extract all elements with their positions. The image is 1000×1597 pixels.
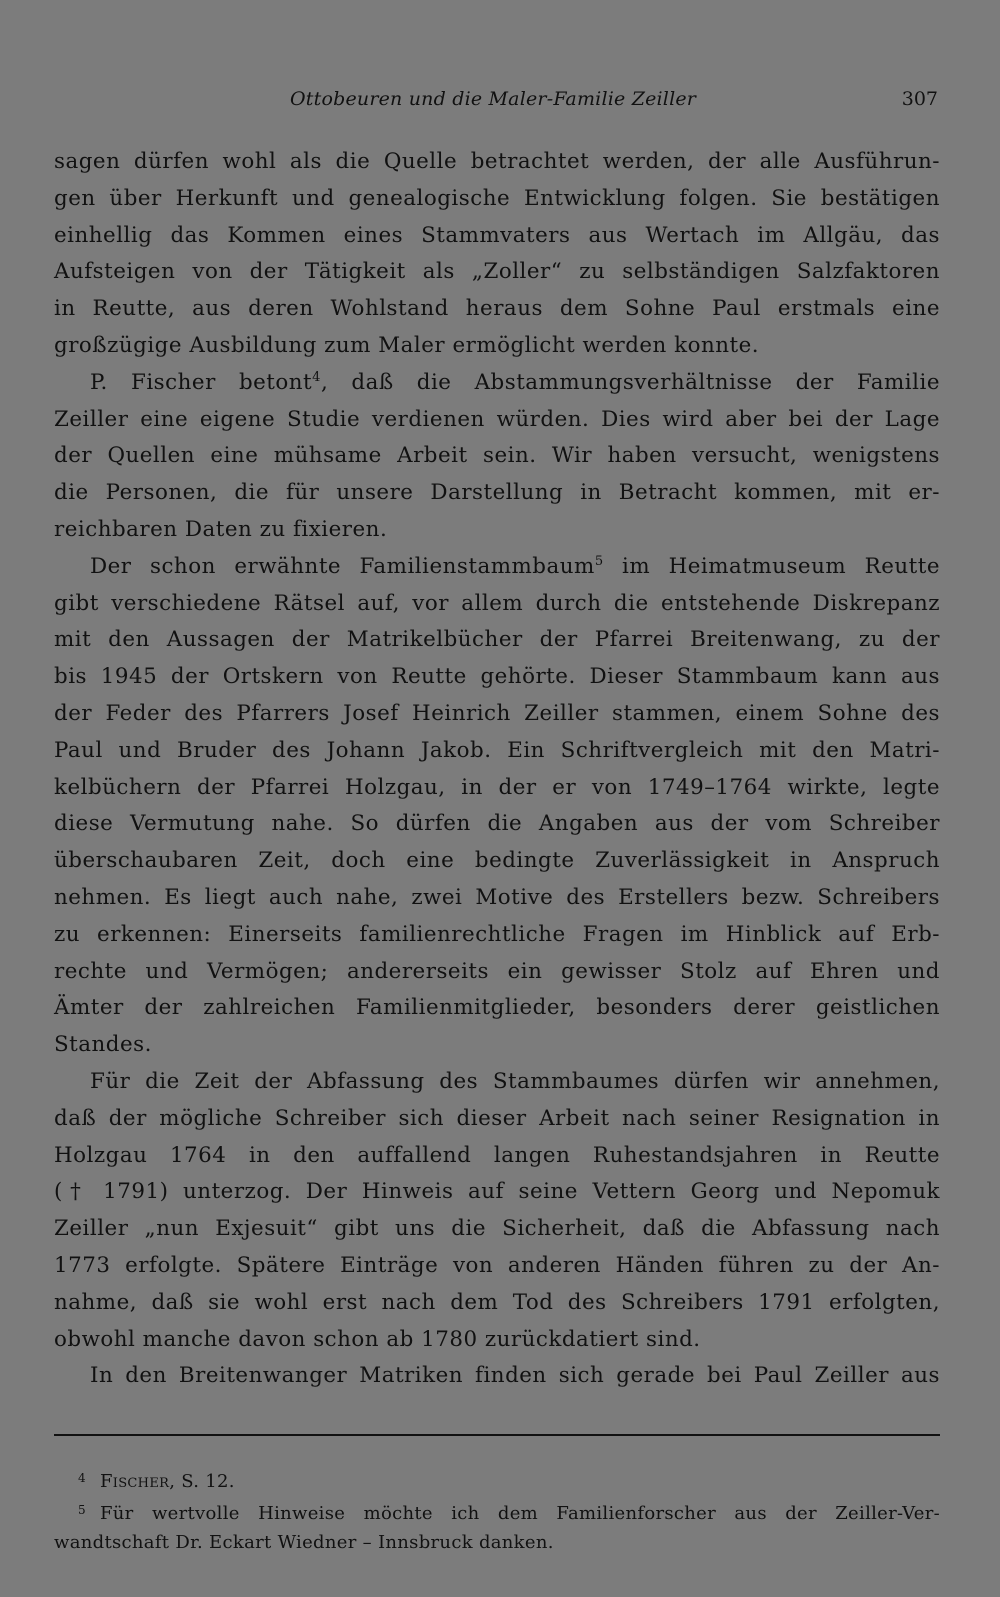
text-fragment: P. Fischer betont <box>90 369 313 395</box>
text-fragment: großzügige Ausbildung zum Maler ermöglicht werden konnte. <box>54 332 760 358</box>
text-line <box>54 475 940 512</box>
text-line <box>54 549 940 586</box>
author-name: Fischer <box>100 1471 170 1492</box>
page-header <box>50 88 938 118</box>
text-line <box>54 512 940 549</box>
text-fragment: der Feder des Pfarrers Josef Heinrich Zeiller stammen, einem Sohne des <box>54 700 940 726</box>
text-fragment: einhellig das Kommen eines Stammvaters aus Wertach im Allgäu, das <box>54 222 940 248</box>
text-line <box>54 880 940 917</box>
text-line <box>54 218 940 255</box>
text-line <box>54 1358 940 1395</box>
footnote-marker: 5 <box>78 1503 86 1517</box>
text-fragment: die Personen, die für unsere Darstellung in Betracht kommen, mit er- <box>54 480 940 506</box>
footnote-text: , S. 12. <box>169 1471 235 1492</box>
footnote-reference: 5 <box>594 553 604 569</box>
text-fragment: rechte und Vermögen; andererseits ein gewisser Stolz auf Ehren und <box>54 958 940 984</box>
text-line <box>54 438 940 475</box>
text-line <box>54 696 940 733</box>
text-fragment: Standes. <box>54 1032 152 1058</box>
footnote-line <box>54 1496 940 1528</box>
text-line <box>54 806 940 843</box>
footnote-line <box>54 1528 940 1557</box>
text-fragment: zu erkennen: Einerseits familienrechtliche Fragen im Hinblick auf Erb- <box>54 921 940 947</box>
text-fragment: Ämter der zahlreichen Familienmitglieder, besonders derer geistlichen <box>54 995 940 1021</box>
footnote-text: Für wertvolle Hinweise möchte ich dem Familienforscher aus der Zeiller-Ver- <box>100 1503 940 1524</box>
footnote-rule <box>54 1434 940 1436</box>
text-fragment: diese Vermutung nahe. So dürfen die Angaben aus der vom Schreiber <box>54 811 940 837</box>
text-line <box>54 843 940 880</box>
body-text <box>54 144 940 1395</box>
text-fragment: Paul und Bruder des Johann Jakob. Ein Schriftvergleich mit den Matri- <box>54 737 940 763</box>
running-head: Ottobeuren und die Maler-Familie Zeiller <box>290 88 697 110</box>
text-line <box>54 770 940 807</box>
text-line <box>54 144 940 181</box>
text-fragment: In den Breitenwanger Matriken finden sich gerade bei Paul Zeiller aus <box>90 1363 940 1389</box>
text-line <box>54 328 940 365</box>
text-fragment: reichbaren Daten zu fixieren. <box>54 516 388 542</box>
text-line <box>54 402 940 439</box>
text-fragment: mit den Aussagen der Matrikelbücher der Pfarrei Breitenwang, zu der <box>54 627 940 653</box>
text-fragment: Holzgau 1764 in den auffallend langen Ruhestandsjahren in Reutte <box>54 1142 940 1168</box>
text-fragment: sagen dürfen wohl als die Quelle betrachtet werden, der alle Ausführun- <box>54 149 940 174</box>
text-fragment: Zeiller „nun Exjesuit“ gibt uns die Sicherheit, daß die Abfassung nach <box>54 1216 940 1242</box>
text-line <box>54 1322 940 1359</box>
text-fragment: kelbüchern der Pfarrei Holzgau, in der er von 1749–1764 wirkte, legte <box>54 774 940 800</box>
text-line <box>54 1174 940 1211</box>
text-fragment: im Heimatmuseum Reutte <box>603 553 940 579</box>
footnotes <box>54 1464 940 1557</box>
text-line <box>54 586 940 623</box>
text-fragment: obwohl manche davon schon ab 1780 zurückdatiert sind. <box>54 1326 701 1352</box>
text-line <box>54 659 940 696</box>
text-line <box>54 917 940 954</box>
text-line <box>54 365 940 402</box>
text-fragment: daß der mögliche Schreiber sich dieser Arbeit nach seiner Resignation in <box>54 1105 940 1131</box>
text-fragment: 1773 erfolgte. Spätere Einträge von anderen Händen führen zu der An- <box>54 1252 940 1278</box>
footnote-reference: 4 <box>312 369 321 385</box>
text-fragment: bis 1945 der Ortskern von Reutte gehörte. Dieser Stammbaum kann aus <box>54 664 940 690</box>
text-line <box>54 181 940 218</box>
text-fragment: gen über Herkunft und genealogische Entwicklung folgen. Sie bestätigen <box>54 185 940 211</box>
text-fragment: , daß die Abstammungsverhältnisse der Familie <box>320 369 940 395</box>
text-fragment: Aufsteigen von der Tätigkeit als „Zoller“ zu selbständigen Salzfaktoren <box>54 259 940 285</box>
text-fragment: nahme, daß sie wohl erst nach dem Tod des Schreibers 1791 erfolgten, <box>54 1289 940 1315</box>
text-fragment: Zeiller eine eigene Studie verdienen würden. Dies wird aber bei der Lage <box>54 406 940 432</box>
text-fragment: Der schon erwähnte Familienstammbaum <box>90 553 595 579</box>
text-line <box>54 1101 940 1138</box>
text-line <box>54 1285 940 1322</box>
footnote-marker: 4 <box>78 1471 86 1485</box>
text-line <box>54 1138 940 1175</box>
footnote-line <box>54 1464 940 1496</box>
text-line <box>54 733 940 770</box>
text-line <box>54 990 940 1027</box>
text-fragment: in Reutte, aus deren Wohlstand heraus dem Sohne Paul erstmals eine <box>54 296 940 322</box>
footnote-text: wandtschaft Dr. Eckart Wiedner – Innsbruck danken. <box>54 1532 554 1553</box>
text-line <box>54 1027 940 1064</box>
text-line <box>54 1248 940 1285</box>
text-line <box>54 254 940 291</box>
text-fragment: der Quellen eine mühsame Arbeit sein. Wir haben versucht, wenigstens <box>54 443 940 469</box>
text-line <box>54 622 940 659</box>
text-line <box>54 954 940 991</box>
text-line <box>54 291 940 328</box>
page-number: 307 <box>901 88 938 110</box>
text-fragment: nehmen. Es liegt auch nahe, zwei Motive des Erstellers bezw. Schreibers <box>54 884 940 910</box>
text-line <box>54 1211 940 1248</box>
text-fragment: († 1791) unterzog. Der Hinweis auf seine Vettern Georg und Nepomuk <box>54 1179 940 1205</box>
text-fragment: überschaubaren Zeit, doch eine bedingte Zuverlässigkeit in Anspruch <box>54 848 940 874</box>
text-fragment: Für die Zeit der Abfassung des Stammbaumes dürfen wir annehmen, <box>90 1068 940 1094</box>
text-fragment: gibt verschiedene Rätsel auf, vor allem durch die entstehende Diskrepanz <box>54 590 940 616</box>
text-line <box>54 1064 940 1101</box>
